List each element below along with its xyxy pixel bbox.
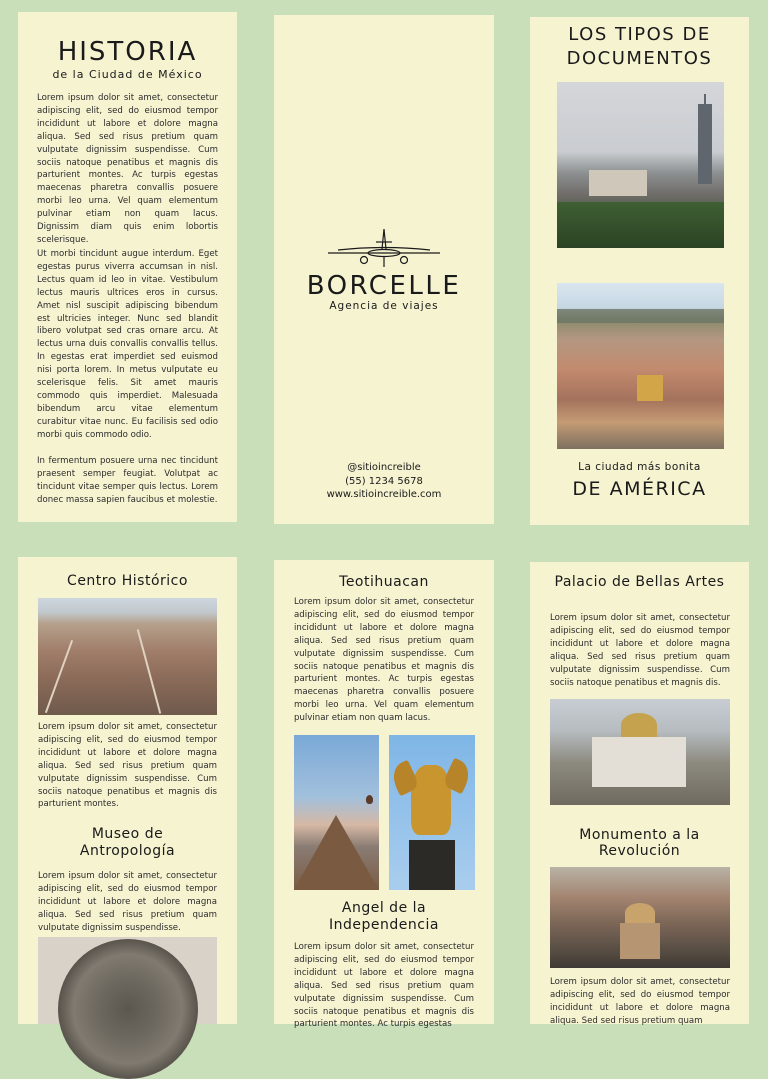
teotihuacan-heading: Teotihuacan bbox=[339, 574, 429, 590]
column-base bbox=[409, 840, 455, 890]
angel-statue-photo bbox=[389, 735, 475, 890]
documentos-title-line2: DOCUMENTOS bbox=[566, 48, 713, 69]
angel-heading-line2: Independencia bbox=[329, 917, 439, 933]
airplane-icon bbox=[318, 227, 450, 269]
historia-paragraph-1: Lorem ipsum dolor sit amet, consectetur adipiscing elit, sed do eiusmod tempor incididunt ut labore et dolore magna aliqua. Sed sed risus pretium quam vulputate dignissim suspendisse. Cum sociis natoque penatibus et magnis dis parturient montes. Ac turpis egestas maecenas pharetra convallis posuere morbi leo urna. Vel quam elementum pulvinar etiam non quam lacus. Dignissim diam quis enim lobortis scelerisque. bbox=[37, 93, 218, 245]
caption-large: DE AMÉRICA bbox=[572, 478, 707, 500]
colorful-city-photo bbox=[557, 283, 724, 449]
museo-text: Lorem ipsum dolor sit amet, consectetur adipiscing elit, sed do eiusmod tempor incididunt ut labore et dolore magna aliqua. Sed sed risus pretium quam vulputate dignissim suspendisse. bbox=[38, 871, 217, 933]
panel-documentos bbox=[530, 17, 749, 525]
palace-shape bbox=[589, 170, 647, 196]
documentos-title-line1: LOS TIPOS DE bbox=[568, 24, 711, 45]
historia-paragraph-2: Ut morbi tincidunt augue interdum. Eget egestas purus viverra accumsan in nisl. Lectus quam id leo in vitae. Vestibulum lectus mauris ultrices eros in cursus. Amet nisl suscipit adipiscing bibendum est ultricies integer. Nunc sed blandit libero volutpat sed cras ornare arcu. At lectus urna duis convallis convallis tellus. In egestas erat imperdiet sed euismod nisi porta lorem. In metus vulputate eu scelerisque felis. Sit amet mauris commodo quis imperdiet. Malesuada bibendum arcu vitae elementum curabitur vitae nunc. Eu facilisis sed odio morbi quis commodo odio. bbox=[37, 249, 218, 440]
bellas-artes-photo bbox=[550, 699, 730, 805]
historia-subtitle: de la Ciudad de México bbox=[52, 68, 203, 81]
stone-disc bbox=[58, 939, 198, 1079]
monumento-text: Lorem ipsum dolor sit amet, consectetur adipiscing elit, sed do eiusmod tempor incididunt ut labore et dolore magna aliqua. Sed sed risus pretium quam bbox=[550, 977, 730, 1026]
contact-handle: @sitioincreible bbox=[347, 462, 421, 473]
historia-paragraph-3: In fermentum posuere urna nec tincidunt praesent semper feugiat. Volutpat ac tincidunt vitae semper quis lectus. Lorem donec massa sapien faucibus et molestie. bbox=[37, 456, 218, 505]
palace-dome bbox=[621, 713, 657, 737]
museo-heading-line2: Antropología bbox=[79, 843, 176, 859]
museo-heading-line1: Museo de bbox=[91, 826, 164, 842]
panel-bellas-artes bbox=[530, 562, 749, 1024]
centro-historico-heading: Centro Histórico bbox=[67, 573, 188, 589]
hot-air-balloon bbox=[366, 795, 373, 804]
historia-title: HISTORIA bbox=[57, 37, 198, 67]
panel-brand bbox=[274, 15, 494, 524]
monumento-heading-line2: Revolución bbox=[598, 843, 681, 859]
street-line bbox=[45, 640, 73, 713]
brand-name: BORCELLE bbox=[306, 271, 462, 301]
monumento-heading-line1: Monumento a la bbox=[579, 827, 700, 843]
contact-website: www.sitioincreible.com bbox=[326, 489, 442, 500]
angel-heading-line1: Angel de la bbox=[341, 900, 427, 916]
mountain-range bbox=[557, 309, 724, 323]
teotihuacan-text: Lorem ipsum dolor sit amet, consectetur adipiscing elit, sed do eiusmod tempor incididunt ut labore et dolore magna aliqua. Sed sed risus pretium quam vulputate dignissim suspendisse. Cum sociis natoque penatibus et magnis dis parturient montes. Ac turpis egestas maecenas pharetra convallis posuere morbi leo urna. Vel quam elementum pulvinar etiam non quam lacus. bbox=[294, 597, 474, 724]
tower-shape bbox=[698, 104, 712, 184]
caption-small: La ciudad más bonita bbox=[578, 461, 701, 473]
pyramid-shape bbox=[294, 815, 379, 890]
monument-base bbox=[620, 923, 660, 959]
panel-teotihuacan bbox=[274, 560, 494, 1030]
monument-dome bbox=[625, 903, 655, 923]
monumento-photo bbox=[550, 867, 730, 968]
panel-historia bbox=[18, 12, 237, 522]
city-skyline-photo bbox=[557, 82, 724, 248]
palace-facade bbox=[592, 737, 686, 787]
panel-centro-historico bbox=[18, 557, 237, 1024]
bellas-artes-heading: Palacio de Bellas Artes bbox=[554, 574, 725, 590]
bellas-artes-text: Lorem ipsum dolor sit amet, consectetur adipiscing elit, sed do eiusmod tempor incididunt ut labore et dolore magna aliqua. Sed sed risus pretium quam vulputate dignissim suspendisse. Cum sociis natoque penatibus et magnis dis. bbox=[550, 613, 730, 688]
aztec-calendar-photo bbox=[38, 937, 217, 1024]
contact-phone: (55) 1234 5678 bbox=[345, 476, 423, 487]
angel-text: Lorem ipsum dolor sit amet, consectetur adipiscing elit, sed do eiusmod tempor incididunt ut labore et dolore magna aliqua. Sed sed risus pretium quam vulputate dignissim suspendisse. Cum sociis natoque penatibus et magnis dis parturient montes. Ac turpis egestas bbox=[294, 942, 474, 1030]
pyramid-photo bbox=[294, 735, 379, 890]
centro-historico-text: Lorem ipsum dolor sit amet, consectetur adipiscing elit, sed do eiusmod tempor incididunt ut labore et dolore magna aliqua. Sed sed risus pretium quam vulputate dignissim suspendisse. Cum sociis natoque penatibus et magnis dis parturient montes. bbox=[38, 722, 217, 810]
park-trees bbox=[557, 202, 724, 248]
brand-tagline: Agencia de viajes bbox=[329, 300, 439, 312]
yellow-church bbox=[637, 375, 663, 401]
street-line-2 bbox=[137, 629, 161, 714]
centro-historico-photo bbox=[38, 598, 217, 715]
tower-spire bbox=[704, 94, 706, 106]
